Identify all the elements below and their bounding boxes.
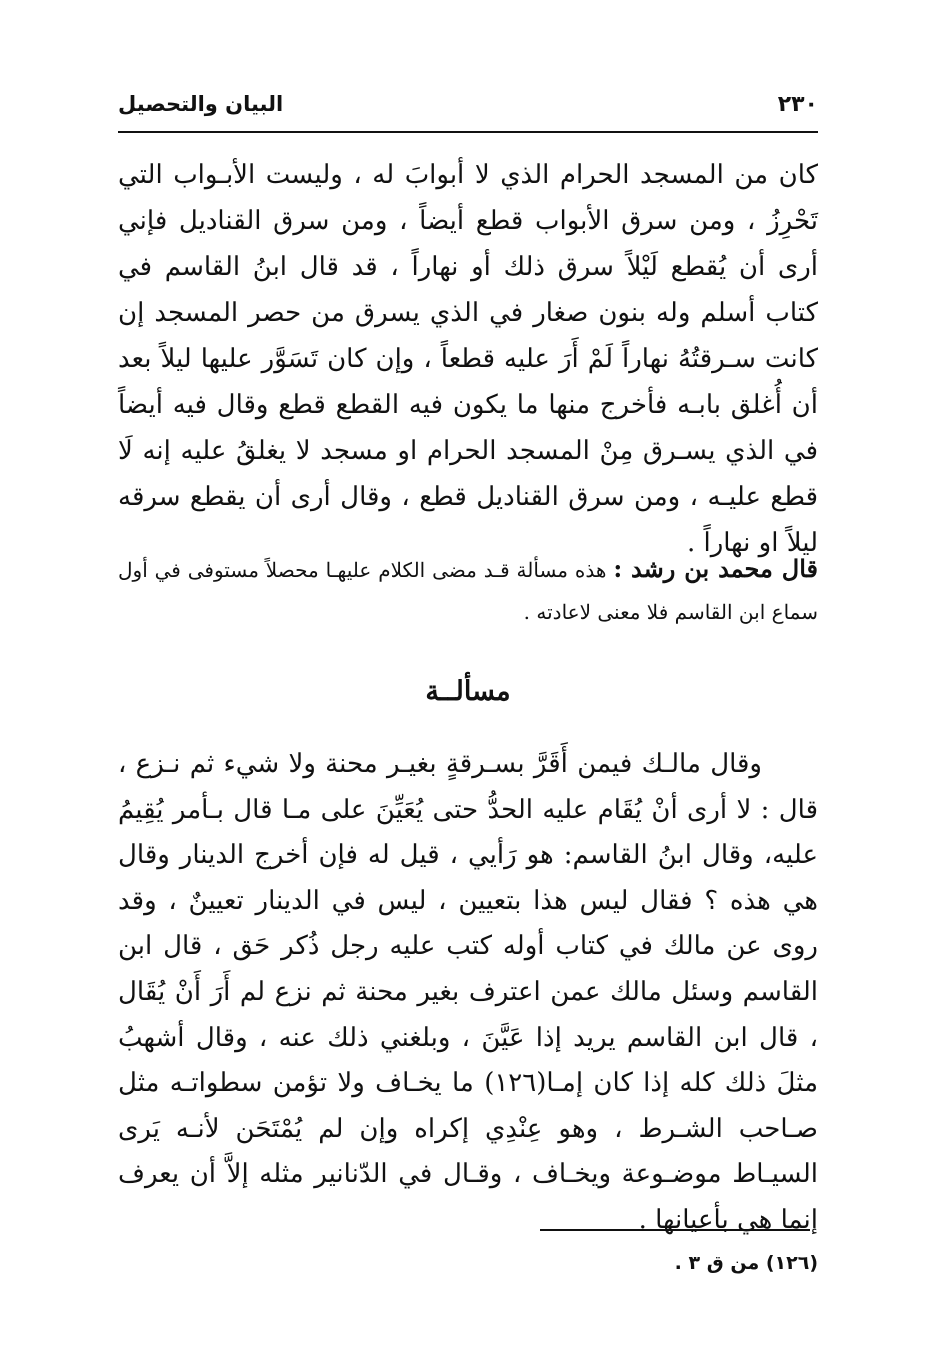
commentary-text: هذه مسألة قـد مضى الكلام عليهـا محصلاً مستوفى في أول سماع ابن القاسم فلا معنى لاعادته . bbox=[118, 558, 818, 624]
footnote: (١٢٦) من ق ٣ . bbox=[674, 1252, 818, 1274]
body-paragraph-2: وقال مالـك فيمن أَقَرَّ بسـرقةٍ بغيـر محنة ولا شيء ثم نـزع ، قال : لا أرى أنْ يُقَام عليه الحدُّ حتى يُعَيِّنَ على مـا قال بـأمر يُقِيمُ عليه، وقال ابنُ القاسم: هو رَأيي ، قيل له فإن أخرج الدينار وقال هي هذه ؟ فقال ليس هذا بتعيين ، ليس في الدينار تعيينٌ ، وقد روى عن مالك في كتاب أوله كتب عليه رجل ذُكر حَق ، قال ابن القاسم وسئل مالك عمن اعترف بغير محنة ثم نزع لم أَرَ أَنْ يُقَال ، قال ابن القاسم يريد إذا عَيَّنَ ، وبلغني ذلك عنه ، وقال أشهبُ مثلَ ذلك كله إذا كان إمـا(١٢٦) ما يخـاف ولا تؤمن سطواتـه مثل صـاحب الشـرط ، وهو عِنْدِي إكراه وإن لم يُمْتَحَن لأنـه يَرى السيـاط موضـوعة ويخـاف ، وقـال في الدّنانير مثله إلاَّ أن يعرف إنما هي بأعيانها . bbox=[118, 749, 819, 1235]
page-number: ٢٣٠ bbox=[777, 92, 818, 117]
running-title: البيان والتحصيل bbox=[118, 92, 284, 116]
footnote-rule bbox=[540, 1229, 810, 1231]
commentary-author: قال محمد بن رشد : bbox=[613, 554, 818, 583]
header-rule bbox=[118, 131, 818, 133]
commentary-paragraph bbox=[118, 548, 818, 633]
body-paragraph-1: كان من المسجد الحرام الذي لا أبوابَ له ، وليست الأبـواب التي تَحْرِزُ ، ومن سرق الأبواب قطع أيضاً ، ومن سرق القناديل فإني أرى أن يُقطع لَيْلاً سرق ذلك أو نهاراً ، قد قال ابنُ القاسم في كتاب أسلم وله بنون صغار في الذي يسرق من حصر المسجد إن كانت سـرقتُهُ نهاراً لَمْ أَرَ عليه قطعاً ، وإن كان تَسَوَّر عليها ليلاً بعد أن أُغلق بابـه فأخرج منها ما يكون فيه القطع قطع وقال فيه أيضاً في الذي يسـرق مِنْ المسجد الحرام او مسجد لا يغلقُ عليه إنه لَا قطع عليـه ، ومن سرق القناديل قطع ، وقال أرى أن يقطع سرقه ليلاً او نهاراً . bbox=[118, 160, 819, 558]
page-header bbox=[118, 92, 818, 128]
section-heading: مسألــة bbox=[425, 676, 511, 707]
